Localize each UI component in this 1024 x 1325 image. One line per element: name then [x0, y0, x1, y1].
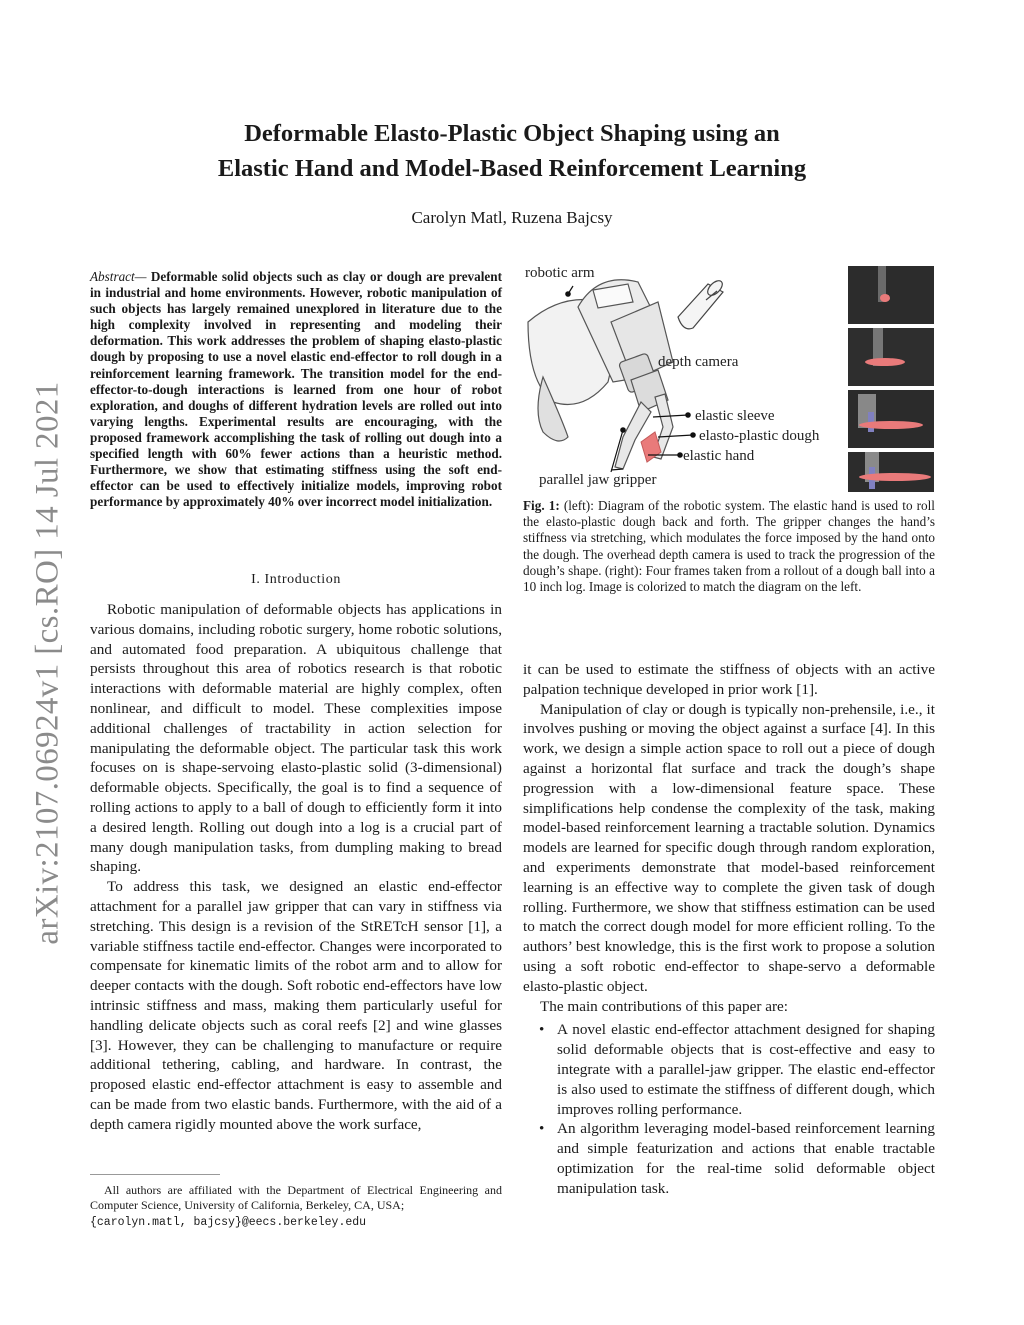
intro-body [90, 600, 502, 1135]
right-paragraph-1: Manipulation of clay or dough is typically non-prehensile, i.e., it involves pushing or moving the object against a surface [4]. In this work, we design a simple action space to roll out a piece of dough against a horizontal flat surface and track the dough’s shape progression with a low-dimensional feature space. These simplifications help condense the complexity of the task, making model-based reinforcement learning a tractable solution. Dynamics models are learned for specific dough through random exploration, and experiments demonstrate that model-based reinforcement learning is an effective way to complete the given task of dough rolling. Furthermore, we show that stiffness estimation can be used to match the correct dough model for more efficient rolling. To the authors’ best knowledge, this is the first work to propose a solution using a soft robotic end-effector to shape-servo a deformable elasto-plastic object. [523, 700, 935, 995]
robot-diagram [523, 262, 943, 492]
photo-frame-2 [848, 328, 934, 386]
label-parallel-jaw-gripper: parallel jaw gripper [539, 472, 657, 488]
arxiv-id: arXiv:2107.06924v1 [cs.RO] 14 Jul 2021 [29, 380, 66, 945]
arxiv-stamp [18, 0, 78, 1325]
label-elastic-hand: elastic hand [683, 448, 755, 464]
authors: Carolyn Matl, Ruzena Bajcsy [411, 208, 613, 227]
figure-1-caption [523, 498, 935, 595]
label-depth-camera: depth camera [658, 354, 739, 370]
photo-frame-4 [848, 452, 934, 492]
footnote [90, 1183, 502, 1230]
caption-text: (left): Diagram of the robotic system. The elastic hand is used to roll the elasto-plastic dough back and forth. The gripper changes the hand’s stiffness via stretching, which modulates the force imposed by the hand onto the dough. The overhead depth camera is used to track the progression of the dough’s shape. (right): Four frames taken from a rollout of a dough ball into a 10 inch log. Image is colorized to match the diagram on the left. [523, 498, 935, 595]
footnote-rule [90, 1174, 220, 1175]
caption-label: Fig. 1: [523, 498, 560, 513]
contribution-item: • A novel elastic end-effector attachment designed for shaping solid deformable objects that is cost-effective and easy to integrate with a parallel-jaw gripper. The elastic end-effector is also used to estimate the stiffness of different dough, which improves rolling performance. [557, 1020, 935, 1119]
footnote-email: {carolyn.matl, bajcsy}@eecs.berkeley.edu [90, 1215, 367, 1229]
contributions-list [523, 1020, 935, 1198]
abstract [90, 269, 502, 510]
intro-paragraph-1: Robotic manipulation of deformable objects has applications in various domains, including robotic surgery, home robotic solutions, and automated food preparation. A ubiquitous challenge that persists throughout this area of robotics research is that robotic interactions with deformable material are highly complex, often nonlinear, and difficult to model. These complexities impose additional challenges of tractability in action selection for manipulating the deformable object. The particular task this work focuses on is shape-servoing elasto-plastic solid (3-dimensional) deformable objects. Specifically, the goal is to find a sequence of rolling actions to apply to a ball of dough to efficiently form it into a desired length. Rolling out dough into a log is a crucial part of many dough manipulation tasks, from dumpling making to bread shaping. [90, 601, 502, 876]
abstract-text: Deformable solid objects such as clay or dough are prevalent in industrial and home environments. However, robotic manipulation of such objects has largely remained unexplored in literature due to the high complexity involved in representing and modeling their deformation. This work addresses the problem of shaping elasto-plastic dough by proposing to use a novel elastic end-effector to roll dough in a reinforcement learning framework. The transition model for the end-effector-to-dough interactions is learned from one hour of robot exploration, and doughs of different hydration levels are rolled out into varying lengths. Experimental results are encouraging, with the proposed framework accomplishing the task of rolling out dough into a specified length with 60% fewer actions than a heuristic method. Furthermore, we show that estimating stiffness using the soft end-effector can be used to effectively initialize models, improving robot performance by approximately 40% over incorrect model initialization. [90, 269, 502, 510]
paper-title [0, 116, 1024, 186]
photo-frame-1 [848, 266, 934, 324]
label-elastic-sleeve: elastic sleeve [695, 408, 775, 424]
right-body [523, 660, 935, 1199]
photo-frame-3 [848, 390, 934, 448]
label-robotic-arm: robotic arm [525, 265, 595, 281]
figure-1 [523, 262, 943, 492]
label-elasto-plastic-dough: elasto-plastic dough [699, 428, 820, 444]
abstract-lead: Abstract— [90, 269, 147, 284]
section-heading-introduction: I. Introduction [251, 572, 341, 587]
photo-frames [848, 266, 934, 492]
intro-paragraph-2: To address this task, we designed an elastic end-effector attachment for a parallel jaw gripper that can vary in stiffness via stretching. This design is a revision of the StRETcH sensor [1], a variable stiffness tactile end-effector. Changes were incorporated to compensate for kinematic limits of the robot arm and to allow for deeper contacts with the dough. Soft robotic end-effectors have low intrinsic stiffness and mass, making them particularly useful for handling delicate objects such as coral reefs [2] and wine glasses [3]. However, they can be challenging to manufacture or require additional tethering, cabling, and hardware. In contrast, the proposed elastic end-effector attachment is easy to assemble and can be made from two elastic bands. Furthermore, with the aid of a depth camera rigidly mounted above the work surface, [90, 878, 502, 1133]
depth-camera-drawing [678, 278, 725, 329]
contribution-item: • An algorithm leveraging model-based reinforcement learning and simple featurization and actions that enable tractable optimization for the real-time solid deformable object manipulation task. [557, 1119, 935, 1198]
right-paragraph-0: it can be used to estimate the stiffness of objects with an active palpation technique developed in prior work [1]. [523, 661, 935, 698]
title-line-1: Deformable Elasto-Plastic Object Shaping using an [244, 120, 780, 147]
title-line-2: Elastic Hand and Model-Based Reinforcement Learning [217, 155, 807, 182]
right-paragraph-2: The main contributions of this paper are: [540, 997, 788, 1015]
footnote-affiliation: All authors are affiliated with the Department of Electrical Engineering and Computer Science, University of California, Berkeley, CA, USA; [90, 1183, 502, 1213]
